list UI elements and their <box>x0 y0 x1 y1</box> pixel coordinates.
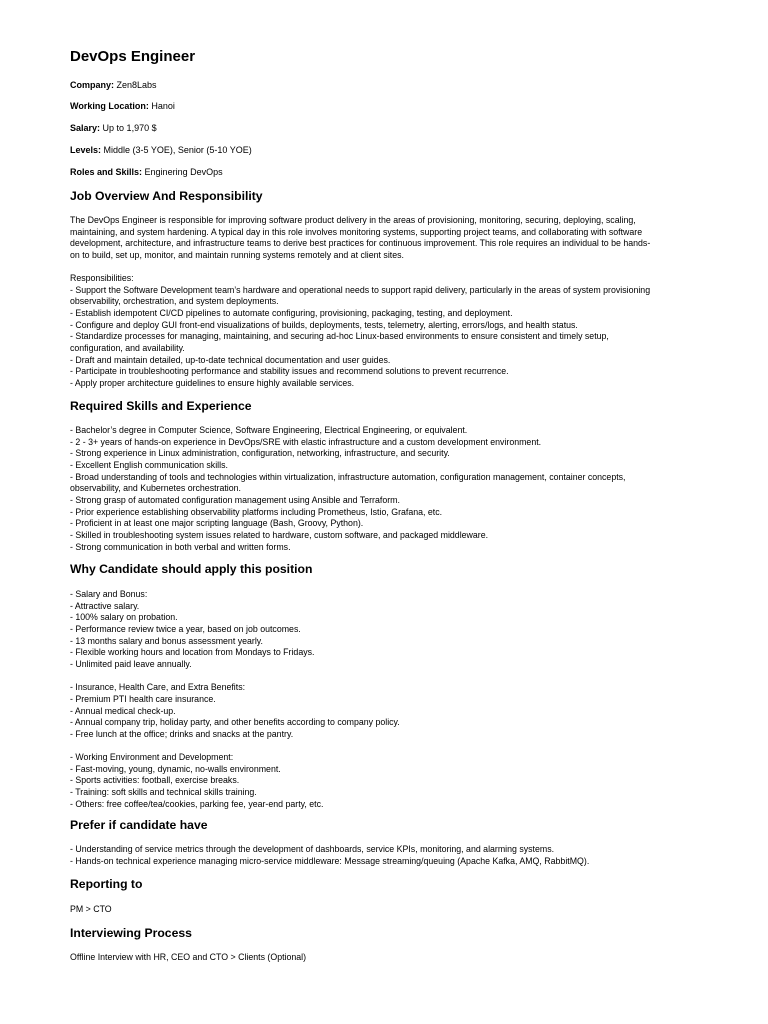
spacer <box>70 671 735 683</box>
list-item: - Prior experience establishing observability platforms including Prometheus, Istio, Grafana, etc. <box>70 506 443 517</box>
levels-field <box>70 145 252 156</box>
list-item: - Strong experience in Linux administration, configuration, networking, infrastructure, and security. <box>70 448 450 459</box>
skills-list <box>70 425 735 553</box>
list-item: - Annual company trip, holiday party, and other benefits according to company policy. <box>70 717 400 728</box>
reporting-line: PM > CTO <box>70 904 112 914</box>
list-item: - Premium PTI health care insurance. <box>70 693 216 704</box>
spacer <box>70 741 735 753</box>
section-heading-prefer: Prefer if candidate have <box>70 818 208 832</box>
list-item: - Sports activities: football, exercise breaks. <box>70 775 240 786</box>
overview-line: maintaining, and system hardening. A typical day in this role involves monitoring systems, supporting project teams, and collaborating with software <box>70 226 643 237</box>
list-item: - Strong grasp of automated configuration management using Ansible and Terraform. <box>70 494 400 505</box>
responsibilities-list <box>70 273 735 390</box>
interview-text <box>70 952 735 964</box>
list-item: Responsibilities: <box>70 273 134 283</box>
reporting-text <box>70 904 735 916</box>
field-value: Middle (3-5 YOE), Senior (5-10 YOE) <box>103 145 252 155</box>
overview-line: The DevOps Engineer is responsible for improving software product delivery in the areas of provisioning, monitoring, securing, deploying, scaling, <box>70 215 636 225</box>
list-item: - Support the Software Development team’s hardware and operational needs to support rapid delivery, particularly in the areas of system provisioning <box>70 284 651 295</box>
list-item: - 2 - 3+ years of hands-on experience in DevOps/SRE with elastic infrastructure and a custom development environment. <box>70 436 542 447</box>
list-item: - Establish idempotent CI/CD pipelines to automate configuring, provisioning, packaging, testing, and deployment. <box>70 307 513 318</box>
list-item: - Others: free coffee/tea/cookies, parking fee, year-end party, etc. <box>70 798 324 809</box>
list-item: - Fast-moving, young, dynamic, no-walls environment. <box>70 763 281 774</box>
list-item: - Working Environment and Development: <box>70 752 234 763</box>
list-item: - Standardize processes for managing, maintaining, and securing ad-hoc Linux-based environments to ensure consistent and timely setup, <box>70 331 609 342</box>
list-item: - Annual medical check-up. <box>70 705 176 716</box>
overview-line: development, architecture, and infrastructure teams to derive best practices for continuous improvement. This role requires an individual to be hands- <box>70 238 651 249</box>
list-item: observability, and Kubernetes orchestration. <box>70 483 241 494</box>
company-field <box>70 80 157 91</box>
list-item: - 13 months salary and bonus assessment yearly. <box>70 635 263 646</box>
list-item: - Understanding of service metrics through the development of dashboards, service KPIs, monitoring, and alarming systems. <box>70 844 555 854</box>
list-item: - Broad understanding of tools and technologies within virtualization, infrastructure automation, configuration management, container concepts, <box>70 471 626 482</box>
list-item: configuration, and availability. <box>70 342 185 353</box>
list-item: - 100% salary on probation. <box>70 612 178 623</box>
list-item: - Performance review twice a year, based on job outcomes. <box>70 623 301 634</box>
list-item: - Salary and Bonus: <box>70 589 148 599</box>
list-item: - Proficient in at least one major scripting language (Bash, Groovy, Python). <box>70 518 364 529</box>
field-value: Hanoi <box>151 101 175 111</box>
benefits-list <box>70 589 735 810</box>
list-item: - Draft and maintain detailed, up-to-date technical documentation and user guides. <box>70 354 391 365</box>
section-heading-skills: Required Skills and Experience <box>70 399 252 413</box>
section-heading-overview: Job Overview And Responsibility <box>70 189 263 203</box>
field-label: Levels: <box>70 145 102 155</box>
list-item: - Unlimited paid leave annually. <box>70 658 192 669</box>
list-item: - Free lunch at the office; drinks and snacks at the pantry. <box>70 728 294 739</box>
prefer-list <box>70 844 735 867</box>
list-item: - Strong communication in both verbal and written forms. <box>70 541 291 552</box>
salary-field <box>70 123 157 134</box>
section-heading-why: Why Candidate should apply this position <box>70 562 313 576</box>
field-label: Roles and Skills: <box>70 167 143 177</box>
field-label: Company: <box>70 80 115 90</box>
overview-line: on to build, set up, monitor, and maintain running systems remotely and at client sites. <box>70 249 404 260</box>
field-label: Salary: <box>70 123 101 133</box>
roles-field <box>70 167 223 178</box>
list-item: - Skilled in troubleshooting system issues related to hardware, custom software, and packaged middleware. <box>70 529 489 540</box>
location-field <box>70 101 175 112</box>
page-title: DevOps Engineer <box>70 48 196 65</box>
list-item: - Apply proper architecture guidelines to ensure highly available services. <box>70 377 355 388</box>
list-item: - Hands-on technical experience managing micro-service middleware: Message streaming/queuing (Apache Kafka, AMQ, RabbitMQ). <box>70 855 590 866</box>
list-item: - Excellent English communication skills. <box>70 459 228 470</box>
list-item: - Flexible working hours and location from Mondays to Fridays. <box>70 647 315 658</box>
field-value: Up to 1,970 $ <box>102 123 157 133</box>
section-heading-interview: Interviewing Process <box>70 926 192 940</box>
field-value: Zen8Labs <box>116 80 157 90</box>
overview-intro <box>70 215 735 262</box>
list-item: - Training: soft skills and technical skills training. <box>70 787 257 798</box>
list-item: - Attractive salary. <box>70 600 140 611</box>
field-value: Enginering DevOps <box>144 167 223 177</box>
section-heading-reporting: Reporting to <box>70 877 143 891</box>
list-item: observability, orchestration, and system deployments. <box>70 296 279 307</box>
list-item: - Configure and deploy GUI front-end visualizations of builds, deployments, tests, telemetry, alerting, errors/logs, and health status. <box>70 319 578 330</box>
interview-line: Offline Interview with HR, CEO and CTO > Clients (Optional) <box>70 952 307 962</box>
list-item: - Insurance, Health Care, and Extra Benefits: <box>70 682 246 693</box>
field-label: Working Location: <box>70 101 149 111</box>
list-item: - Participate in troubleshooting performance and stability issues and recommend solutions to prevent recurrence. <box>70 366 509 377</box>
list-item: - Bachelor’s degree in Computer Science, Software Engineering, Electrical Engineering, or equivalent. <box>70 425 468 435</box>
